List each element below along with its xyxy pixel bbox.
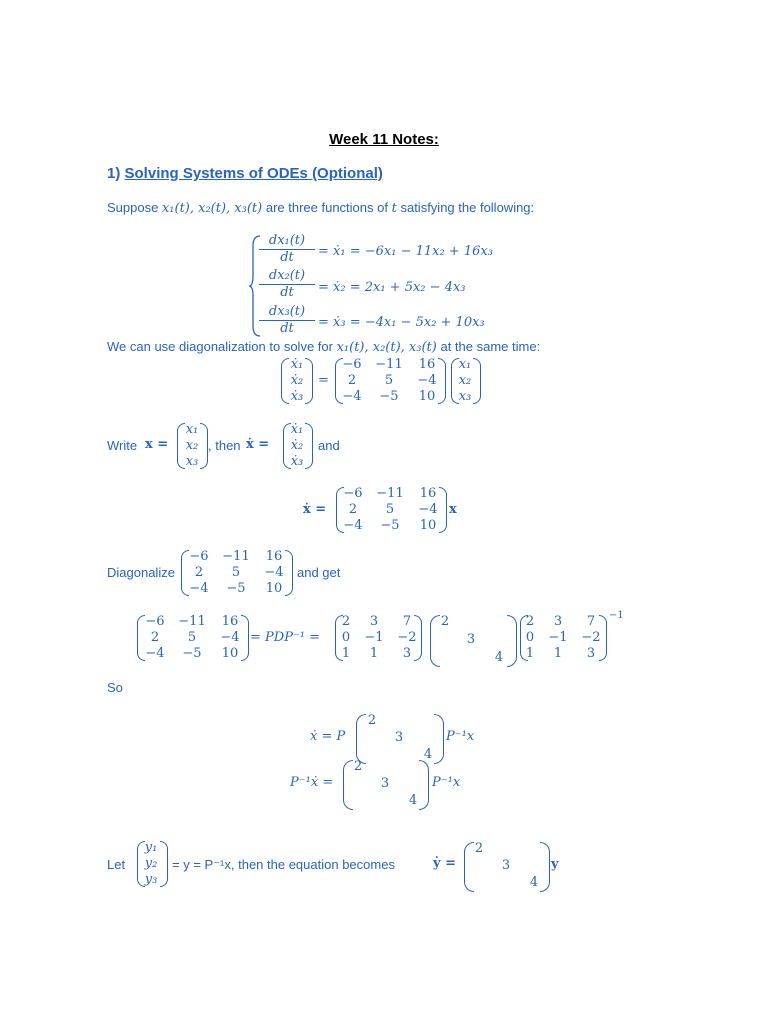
diag-functions: x₁(t), x₂(t), x₃(t) (336, 340, 437, 355)
diag-entry: 2 (440, 614, 450, 629)
so-equation-2-rhs: P⁻¹x (432, 775, 461, 790)
matrix-a-entry: −4 (418, 502, 438, 517)
diag-entry: 3 (394, 730, 404, 745)
matrix-a-entry: −5 (379, 389, 399, 404)
right-paren (305, 358, 313, 404)
matrix-a-entry: −5 (380, 518, 400, 533)
system-eq-3: = ẋ₃ = −4x₁ − 5x₂ + 10x₃ (318, 315, 485, 330)
right-paren (599, 615, 607, 661)
matrix-a-entry: −5 (226, 581, 246, 596)
matrix-p-entry: 3 (553, 614, 563, 629)
system-num-3: dx₃(t) (259, 304, 315, 321)
intro-suffix: satisfying the following: (400, 200, 535, 215)
matrix-p-entry: −1 (548, 630, 568, 645)
matrix-a-entry: −6 (145, 614, 165, 629)
matrix-a-entry: 16 (419, 486, 437, 501)
matrix-a-entry: 5 (384, 373, 394, 388)
diag-entry: 3 (380, 776, 390, 791)
matrix-a-entry: 2 (194, 565, 204, 580)
right-paren (419, 760, 429, 810)
x-bold-equals: x = (145, 437, 169, 452)
matrix-a-entry: 10 (221, 646, 239, 661)
diag-prefix: We can use diagonalization to solve for (107, 339, 333, 354)
matrix-a-entry: 10 (418, 389, 436, 404)
right-paren (438, 358, 446, 404)
diag-suffix: at the same time: (440, 339, 541, 354)
diagonalize-word: Diagonalize (107, 565, 175, 580)
y-entry: y₁ (144, 840, 158, 855)
matrix-p-entry: 3 (402, 646, 412, 661)
matrix-p-entry: 2 (525, 614, 535, 629)
right-paren (200, 423, 208, 469)
system-den-2: dt (280, 285, 294, 300)
diag-entry: 2 (367, 713, 377, 728)
matrix-a-entry: −11 (178, 614, 206, 629)
system-fraction-2 (259, 268, 315, 300)
diag-entry: 3 (501, 858, 511, 873)
diag-entry: 3 (466, 632, 476, 647)
matrix-a-entry: 2 (150, 630, 160, 645)
y-bold: y (551, 857, 559, 872)
matrix-p-entry: 2 (341, 614, 351, 629)
intro-middle: are three functions of (265, 200, 388, 215)
then-word: , then (208, 438, 241, 453)
diagonalization-sentence (107, 339, 540, 355)
diag-entry: 4 (423, 747, 433, 762)
system-num-1: dx₁(t) (259, 233, 315, 250)
matrix-a-entry: −6 (189, 549, 209, 564)
x-entry: x₁ (458, 357, 472, 372)
xdot-bold-equals: ẋ = (246, 437, 270, 452)
equals-sign: = (318, 373, 329, 388)
intro-variable: t (391, 201, 397, 216)
y-entry: y₃ (144, 872, 158, 887)
matrix-a-entry: −11 (375, 357, 403, 372)
let-middle-text: = y = P⁻¹x, then the equation becomes (172, 857, 395, 872)
matrix-p-entry: 0 (341, 630, 351, 645)
system-den-1: dt (280, 250, 294, 265)
matrix-a-entry: −4 (417, 373, 437, 388)
matrix-a-entry: −4 (220, 630, 240, 645)
system-eq-1: = ẋ₁ = −6x₁ − 11x₂ + 16x₃ (318, 244, 493, 259)
matrix-a-entry: −11 (222, 549, 250, 564)
x-entry: x₁ (185, 422, 199, 437)
matrix-a-entry: −4 (264, 565, 284, 580)
x-entry: x₃ (185, 454, 199, 469)
xdot-entry: ẋ₂ (290, 438, 304, 453)
matrix-p-entry: −2 (397, 630, 417, 645)
section-title: Solving Systems of ODEs (Optional) (124, 165, 383, 182)
let-word: Let (107, 857, 126, 872)
system-num-2: dx₂(t) (259, 268, 315, 285)
system-fraction-3 (259, 304, 315, 336)
right-paren (285, 550, 293, 596)
right-paren (241, 615, 249, 661)
right-paren (414, 615, 422, 661)
system-eq-2: = ẋ₂ = 2x₁ + 5x₂ − 4x₃ (318, 280, 466, 295)
diag-entry: 4 (494, 650, 504, 665)
right-paren (305, 423, 313, 469)
matrix-a-entry: 5 (385, 502, 395, 517)
matrix-p-entry: 7 (402, 614, 412, 629)
right-paren (473, 358, 481, 404)
matrix-a-entry: 10 (265, 581, 283, 596)
diag-entry: 4 (408, 793, 418, 808)
so-equation-1-lhs: ẋ = P (310, 729, 346, 744)
right-paren (434, 714, 444, 764)
matrix-p-entry: 7 (586, 614, 596, 629)
ydot-equals: ẏ = (433, 856, 456, 871)
matrix-a-entry: 5 (187, 630, 197, 645)
system-den-3: dt (280, 321, 294, 336)
xdot-entry: ẋ₁ (290, 422, 304, 437)
matrix-p-entry: 3 (586, 646, 596, 661)
xdot-equation-lhs: ẋ = (303, 502, 327, 517)
right-paren (540, 842, 550, 892)
matrix-p-entry: 1 (341, 646, 351, 661)
so-equation-1-rhs: P⁻¹x (446, 729, 475, 744)
section-number: 1) (107, 165, 121, 182)
and-get-words: and get (297, 565, 341, 580)
matrix-a-entry: −4 (189, 581, 209, 596)
intro-functions: x₁(t), x₂(t), x₃(t) (161, 201, 263, 216)
xdot-entry: ẋ₁ (290, 357, 304, 372)
matrix-a-entry: −4 (145, 646, 165, 661)
xdot-entry: ẋ₃ (290, 454, 304, 469)
diag-entry: 4 (529, 875, 539, 890)
x-entry: x₃ (458, 389, 472, 404)
system-fraction-1 (259, 233, 315, 265)
pdp-equals: = PDP⁻¹ = (250, 630, 321, 645)
matrix-p-entry: 1 (525, 646, 535, 661)
diag-entry: 2 (474, 841, 484, 856)
matrix-a-entry: −11 (376, 486, 404, 501)
matrix-a-entry: 16 (265, 549, 283, 564)
matrix-a-entry: −4 (343, 518, 363, 533)
right-paren (160, 841, 168, 887)
matrix-a-entry: −6 (343, 486, 363, 501)
matrix-p-entry: −1 (364, 630, 384, 645)
matrix-a-entry: −6 (342, 357, 362, 372)
x-entry: x₂ (458, 373, 472, 388)
intro-paragraph (107, 200, 534, 216)
section-heading (107, 165, 383, 182)
write-word: Write (107, 438, 138, 453)
x-entry: x₂ (185, 438, 199, 453)
so-equation-2-lhs: P⁻¹ẋ = (290, 775, 334, 790)
matrix-a-entry: −5 (182, 646, 202, 661)
and-word: and (318, 438, 340, 453)
xdot-entry: ẋ₃ (290, 389, 304, 404)
matrix-p-entry: 3 (369, 614, 379, 629)
matrix-p-entry: −2 (581, 630, 601, 645)
matrix-a-entry: 2 (347, 373, 357, 388)
matrix-a-entry: 10 (419, 518, 437, 533)
matrix-a-entry: 5 (231, 565, 241, 580)
y-entry: y₂ (144, 856, 158, 871)
inverse-exponent: −1 (609, 610, 624, 621)
matrix-a-entry: 16 (418, 357, 436, 372)
right-paren (439, 487, 447, 533)
matrix-a-entry: −4 (342, 389, 362, 404)
matrix-a-entry: 2 (348, 502, 358, 517)
intro-prefix: Suppose (107, 200, 159, 215)
matrix-p-entry: 1 (553, 646, 563, 661)
matrix-p-entry: 1 (369, 646, 379, 661)
so-word: So (107, 680, 123, 695)
page-title: Week 11 Notes: (329, 131, 439, 148)
xdot-equation-rhs: x (449, 502, 457, 517)
xdot-entry: ẋ₂ (290, 373, 304, 388)
diag-entry: 2 (353, 759, 363, 774)
matrix-p-entry: 0 (525, 630, 535, 645)
matrix-a-entry: 16 (221, 614, 239, 629)
